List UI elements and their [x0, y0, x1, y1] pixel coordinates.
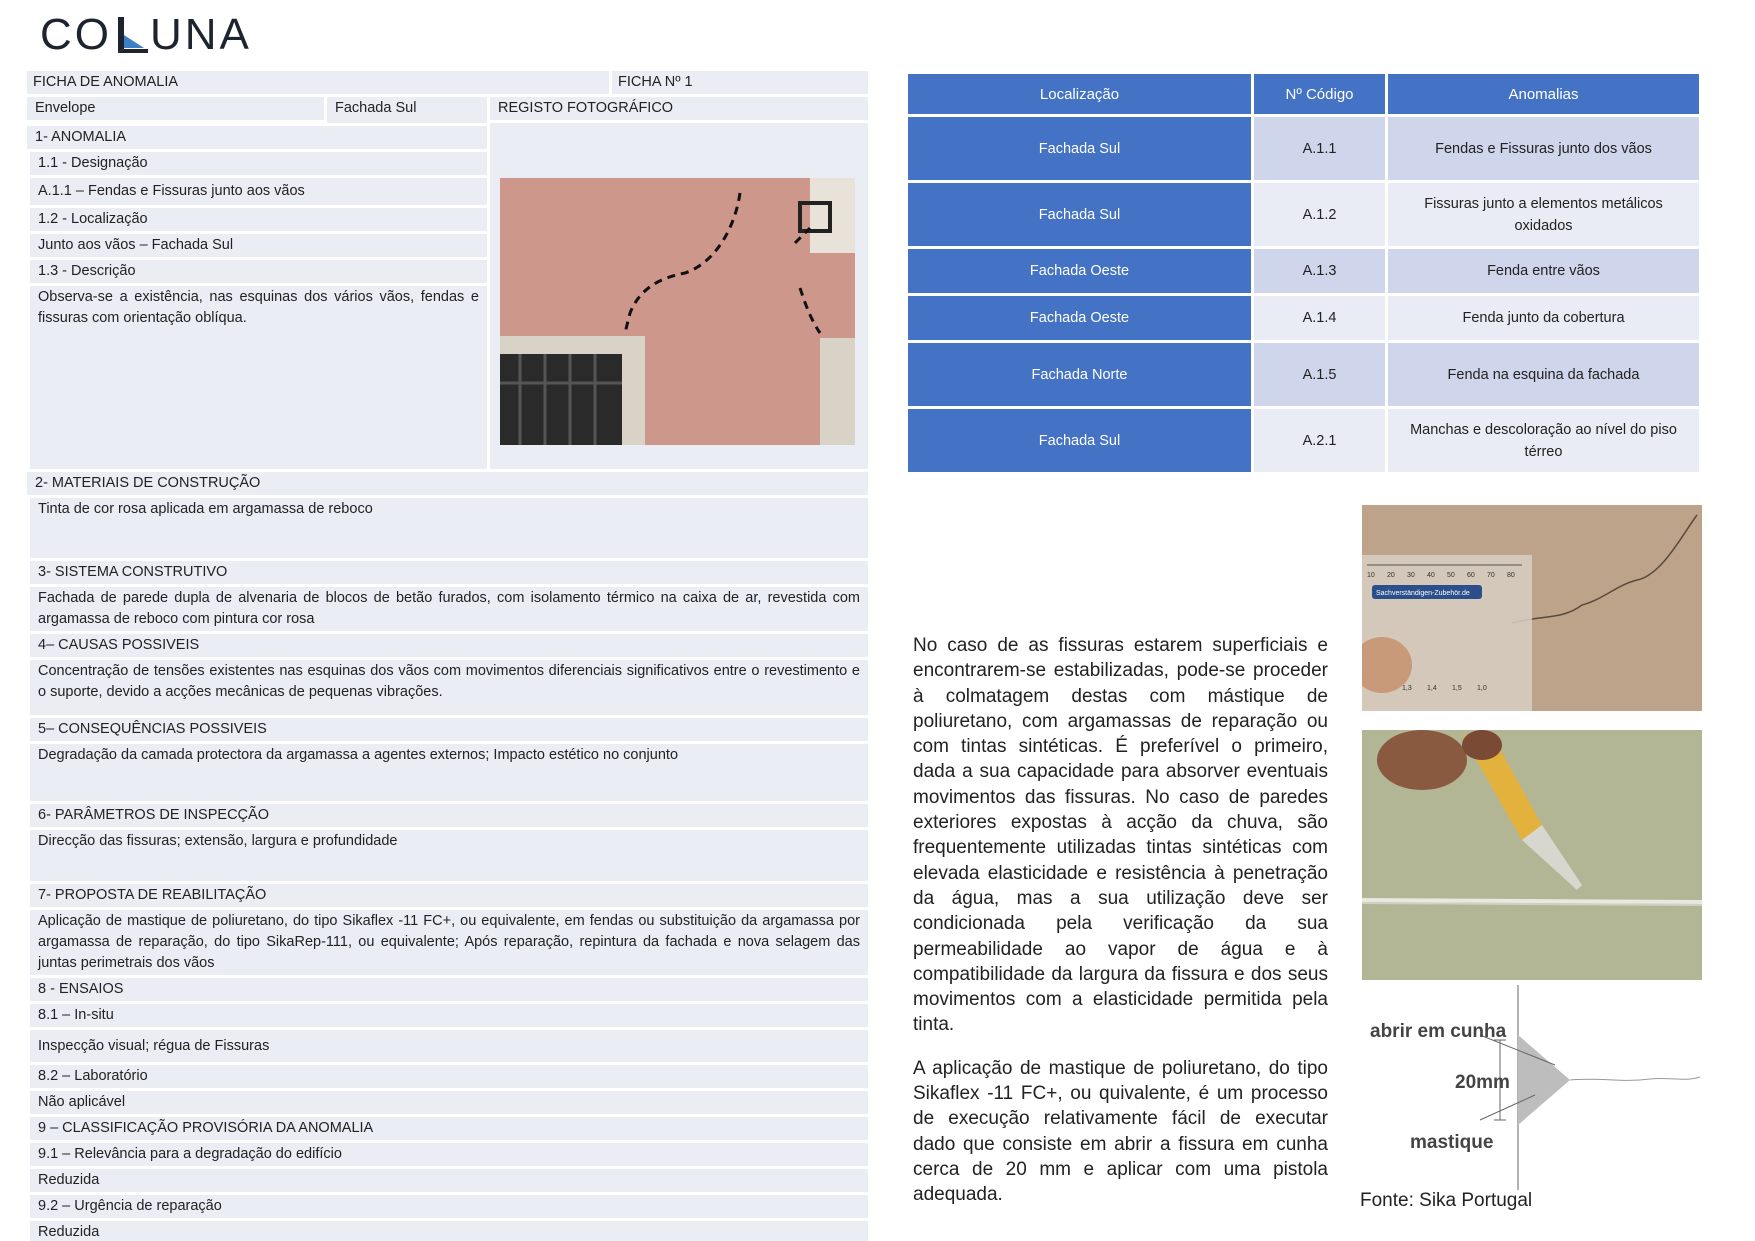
lab-label: 8.2 – Laboratório — [30, 1065, 868, 1088]
logo-text-left: CO — [40, 10, 112, 59]
designation-value: A.1.1 – Fendas e Fissuras junto aos vãos — [30, 178, 487, 205]
form-header-row — [27, 71, 868, 94]
ruler-brand: Sachverständigen-Zubehör.de — [1376, 590, 1470, 597]
classification-title: 9 – CLASSIFICAÇÃO PROVISÓRIA DA ANOMALIA — [30, 1117, 868, 1140]
paragraph-1: No caso de as fissuras estarem superficiais e encontrarem-se estabilizadas, pode-se proceder à colmatagem destas com mástique de poliuretano, com argamassas de reparação ou com tintas sintéticas. É preferível o primeiro, dada a sua capacidade para absorver eventuais movimentos das fissuras. No caso de paredes exteriores expostas à acção da chuva, são frequentemente utilizadas tintas sintéticas com elevada elasticidade e resistência à penetração da água, mas a sua utilização deve ser condicionada pela verificação da sua permeabilidade ao vapor de água e à compatibilidade da largura da fissura e dos seus movimentos com a elasticidade permitida pela tinta. — [913, 635, 1328, 1036]
photo-register-label: REGISTO FOTOGRÁFICO — [490, 97, 868, 120]
table-row — [908, 117, 1699, 180]
ruler-tick-60: 60 — [1467, 572, 1475, 579]
form-number: FICHA Nº 1 — [612, 71, 868, 94]
relevance-label: 9.1 – Relevância para a degradação do edifício — [30, 1143, 868, 1166]
header-location: Localização — [908, 74, 1251, 114]
row-anomaly: Fenda junto da cobertura — [1388, 296, 1699, 340]
description-value: Observa-se a existência, nas esquinas dos vários vãos, fendas e fissuras com orientação oblíqua. — [30, 286, 487, 469]
ruler-scale-3: 1,4 — [1427, 685, 1437, 692]
description-label: 1.3 - Descrição — [30, 260, 487, 283]
image-source: Fonte: Sika Portugal — [1360, 1190, 1533, 1211]
ruler-tick-50: 50 — [1447, 572, 1455, 579]
row-code: A.1.3 — [1254, 249, 1385, 293]
location-value: Junto aos vãos – Fachada Sul — [30, 234, 487, 257]
row-code: A.1.5 — [1254, 343, 1385, 406]
materials-value: Tinta de cor rosa aplicada em argamassa de reboco — [30, 498, 868, 558]
insitu-value: Inspecção visual; régua de Fissuras — [30, 1030, 868, 1062]
row-location: Fachada Sul — [908, 183, 1251, 246]
repair-explanation — [913, 633, 1328, 1208]
table-row — [908, 409, 1699, 472]
element-cell: Envelope — [27, 97, 324, 120]
location-label: 1.2 - Localização — [30, 208, 487, 231]
row-location: Fachada Sul — [908, 409, 1251, 472]
ruler-scale-5: 1,0 — [1477, 685, 1487, 692]
photo-box — [490, 123, 868, 469]
coluna-logo — [40, 12, 252, 58]
ruler-scale-4: 1,5 — [1452, 685, 1462, 692]
ruler-tick-70: 70 — [1487, 572, 1495, 579]
row-location: Fachada Sul — [908, 117, 1251, 180]
row-location: Fachada Norte — [908, 343, 1251, 406]
label-20mm: 20mm — [1455, 1072, 1510, 1093]
consequences-value: Degradação da camada protectora da argamassa a agentes externos; Impacto estético no conjunto — [30, 744, 868, 801]
form-section-1 — [27, 97, 868, 469]
inspection-title: 6- PARÂMETROS DE INSPECÇÃO — [30, 804, 868, 827]
urgency-value: Reduzida — [30, 1221, 868, 1241]
causes-title: 4– CAUSAS POSSIVEIS — [30, 634, 868, 657]
inspection-value: Direcção das fissuras; extensão, largura e profundidade — [30, 830, 868, 881]
form-title: FICHA DE ANOMALIA — [27, 71, 609, 94]
row-anomaly: Manchas e descoloração ao nível do piso térreo — [1388, 409, 1699, 472]
anomaly-section-title: 1- ANOMALIA — [27, 126, 487, 149]
row-anomaly: Fendas e Fissuras junto dos vãos — [1388, 117, 1699, 180]
row-anomaly: Fenda na esquina da fachada — [1388, 343, 1699, 406]
designation-label: 1.1 - Designação — [30, 152, 487, 175]
row-code: A.1.4 — [1254, 296, 1385, 340]
label-open-wedge: abrir em cunha — [1370, 1021, 1507, 1042]
ruler-tick-30: 30 — [1407, 572, 1415, 579]
row-location: Fachada Oeste — [908, 249, 1251, 293]
table-row — [908, 183, 1699, 246]
logo-text-right: UNA — [150, 10, 252, 59]
crack-ruler-photo — [1362, 505, 1702, 711]
ruler-scale-2: 1,3 — [1402, 685, 1412, 692]
header-code: Nº Código — [1254, 74, 1385, 114]
rehab-title: 7- PROPOSTA DE REABILITAÇÃO — [30, 884, 868, 907]
table-header-row — [908, 74, 1699, 114]
system-title: 3- SISTEMA CONSTRUTIVO — [30, 561, 868, 584]
logo-mark-icon — [114, 15, 148, 55]
relevance-value: Reduzida — [30, 1169, 868, 1192]
row-anomaly: Fenda entre vãos — [1388, 249, 1699, 293]
materials-title: 2- MATERIAIS DE CONSTRUÇÃO — [27, 472, 868, 495]
facade-cell: Fachada Sul — [327, 97, 487, 123]
table-row — [908, 343, 1699, 406]
row-code: A.2.1 — [1254, 409, 1385, 472]
ruler-tick-80: 80 — [1507, 572, 1515, 579]
facade-crack-photo — [500, 178, 855, 445]
tests-title: 8 - ENSAIOS — [30, 978, 868, 1001]
system-value: Fachada de parede dupla de alvenaria de blocos de betão furados, com isolamento térmico na caixa de ar, revestida com argamassa de reboco com pintura cor rosa — [30, 587, 868, 631]
header-anomalies: Anomalias — [1388, 74, 1699, 114]
row-anomaly: Fissuras junto a elementos metálicos oxidados — [1388, 183, 1699, 246]
row-location: Fachada Oeste — [908, 296, 1251, 340]
anomaly-form — [27, 71, 868, 1241]
mastic-application-photo — [1362, 730, 1702, 980]
ruler-tick-40: 40 — [1427, 572, 1435, 579]
causes-value: Concentração de tensões existentes nas esquinas dos vãos com movimentos diferenciais significativos entre o revestimento e o suporte, devido a acções mecânicas de pequenas vibrações. — [30, 660, 868, 715]
ruler-tick-10: 10 — [1367, 572, 1375, 579]
label-mastic: mastique — [1410, 1132, 1494, 1153]
row-code: A.1.2 — [1254, 183, 1385, 246]
urgency-label: 9.2 – Urgência de reparação — [30, 1195, 868, 1218]
insitu-label: 8.1 – In-situ — [30, 1004, 868, 1027]
ruler-tick-20: 20 — [1387, 572, 1395, 579]
row-code: A.1.1 — [1254, 117, 1385, 180]
wedge-diagram — [1360, 985, 1705, 1190]
anomalies-table — [905, 71, 1702, 475]
table-row — [908, 249, 1699, 293]
paragraph-2: A aplicação de mastique de poliuretano, do tipo Sikaflex -11 FC+, ou quivalente, é um processo de execução relativamente fácil de executar dado que consiste em abrir a fissura em cunha cerca de 20 mm e aplicar com uma pistola adequada. — [913, 1057, 1328, 1206]
table-row — [908, 296, 1699, 340]
lab-value: Não aplicável — [30, 1091, 868, 1114]
consequences-title: 5– CONSEQUÊNCIAS POSSIVEIS — [30, 718, 868, 741]
rehab-value: Aplicação de mastique de poliuretano, do tipo Sikaflex -11 FC+, ou equivalente, em fendas ou substituição da argamassa por argamassa de reparação, do tipo SikaRep-111, ou equivalente; Após reparação, repintura da fachada e nova selagem das juntas perimetrais dos vãos — [30, 910, 868, 975]
